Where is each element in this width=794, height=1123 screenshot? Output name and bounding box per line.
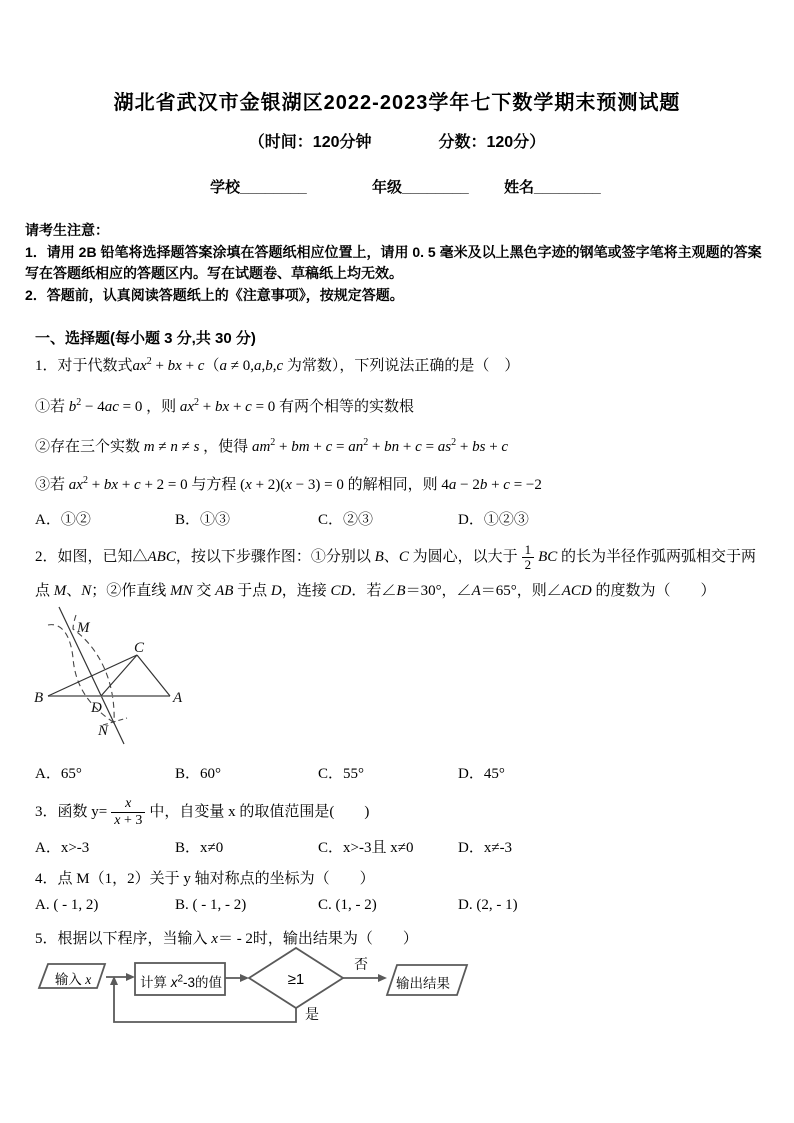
- notice-item-1: 1．请用 2B 铅笔将选择题答案涂填在答题纸相应位置上，请用 0. 5 毫米及以上黑色字迹的钢笔或签字笔将主观题的答案写在答题纸相应的答题区内。写在试题卷、草稿纸上均无效。: [25, 243, 762, 281]
- question-4-options: [35, 897, 775, 919]
- label-n: N: [98, 723, 109, 739]
- label-c: C: [134, 640, 145, 656]
- question-3-stem: 3．函数 y= x x + 3 中，自变量 x 的取值范围是( ): [35, 796, 370, 828]
- q3-option-a: A．x>-3: [35, 840, 90, 856]
- side-ca: [137, 655, 170, 696]
- question-1-statement-2: ②存在三个实数 m ≠ n ≠ s ，使得 $am^2$ + bm + $c = an^2$ + bn + $c = as^2$ + bs + c: [35, 437, 509, 455]
- question-5-stem: 5．根据以下程序，当输入 x＝ - 2时，输出结果为（ ）: [35, 931, 418, 947]
- flow-input-label: 输入 x: [54, 972, 92, 987]
- notice-block: [25, 220, 775, 306]
- question-1-statement-3: ③若 $ax^2$ + bx + c + 2 = 0 与方程 (x + 2)(x − 3) = 0 的解相同，则 4a − 2b + c = −2: [35, 475, 542, 493]
- field-grade-blank: ________: [402, 179, 469, 196]
- notice-item-2: 2．答题前，认真阅读答题纸上的《注意事项》，按规定答题。: [25, 286, 404, 303]
- flow-output-label: 输出结果: [396, 976, 450, 991]
- flow-arrowhead-2: [240, 974, 249, 982]
- segment-cd: [101, 655, 137, 696]
- q4-option-d: D. (2, - 1): [458, 897, 518, 913]
- exam-score: 分数：120分）: [438, 134, 546, 151]
- q3-option-d: D．x≠-3: [458, 840, 513, 856]
- question-1-statement-1: ①若 $b^2 - 4ac = 0$ ，则 $ax^2$ + bx + c = 0 有两个相等的实数根: [35, 397, 415, 415]
- q1-option-b: B．①③: [175, 512, 231, 528]
- field-name-blank: ________: [534, 179, 601, 196]
- question-2-stem: 2．如图，已知△ABC，按以下步骤作图：①分别以 B、C 为圆心，以大于 $\frac{1}{2}$ BC 的长为半径作弧两弧相交于两点 M、N；②作直线 MN 交 AB 于点 D，连接 CD．若∠B＝30°，∠A＝65°，则∠ACD 的度数为（ ）: [35, 541, 757, 599]
- q2-option-a: A．65°: [35, 766, 82, 782]
- q4-option-c: C. (1, - 2): [318, 897, 377, 913]
- flow-process-label: 计算 $x^2-3$的值: [139, 973, 223, 990]
- q4-option-a: A. ( - 1, 2): [35, 897, 99, 913]
- flow-decision-label: ≥1: [287, 971, 305, 988]
- triangle-construction-figure: [15, 606, 225, 766]
- question-3-options: [35, 836, 775, 858]
- side-bc: [48, 655, 137, 696]
- notice-heading: 请考生注意：: [25, 222, 109, 238]
- page-title: 湖北省武汉市金银湖区2022-2023学年七下数学期末预测试题: [113, 92, 681, 114]
- question-4-stem: 4．点 M（1，2）关于 y 轴对称点的坐标为（ ）: [35, 871, 375, 887]
- section-1-heading: 一、选择题(每小题 3 分,共 30 分): [35, 330, 256, 347]
- label-d: D: [91, 700, 102, 716]
- q1-option-a: A．①②: [35, 512, 91, 528]
- field-grade: 年级________: [372, 179, 469, 196]
- label-a: A: [173, 690, 183, 706]
- exam-time: （时间：120分钟: [248, 134, 372, 151]
- q3-option-c: C．x>-3且 x≠0: [318, 840, 414, 856]
- flowchart-shapes: [30, 946, 476, 1041]
- flow-no-label: 否: [354, 956, 368, 972]
- q3-option-b: B．x≠0: [175, 840, 224, 856]
- q1-option-c: C．②③: [318, 512, 374, 528]
- exam-meta: [0, 129, 794, 152]
- q1-option-d: D．①②③: [458, 512, 529, 528]
- label-m: M: [77, 620, 90, 636]
- label-b: B: [34, 690, 44, 706]
- field-school-blank: ________: [240, 179, 307, 196]
- q2-option-b: B．60°: [175, 766, 222, 782]
- field-school: 学校________: [210, 179, 307, 196]
- flow-arrowhead-1: [126, 973, 135, 981]
- question-2-options: [35, 762, 775, 784]
- question-1-options: [35, 508, 775, 530]
- flowchart: [30, 946, 476, 1041]
- q2-option-c: C．55°: [318, 766, 365, 782]
- field-name: 姓名________: [504, 179, 601, 196]
- flow-yes-label: 是: [305, 1006, 319, 1022]
- q2-option-d: D．45°: [458, 766, 505, 782]
- q4-option-b: B. ( - 1, - 2): [175, 897, 247, 913]
- flow-arrowhead-no: [378, 974, 387, 982]
- arc-centered-c: [48, 625, 116, 724]
- question-1-stem: 1．对于代数式$ax^2$ + bx + c（a ≠ 0,a,b,c 为常数），下列说法正确的是（ ）: [35, 356, 520, 374]
